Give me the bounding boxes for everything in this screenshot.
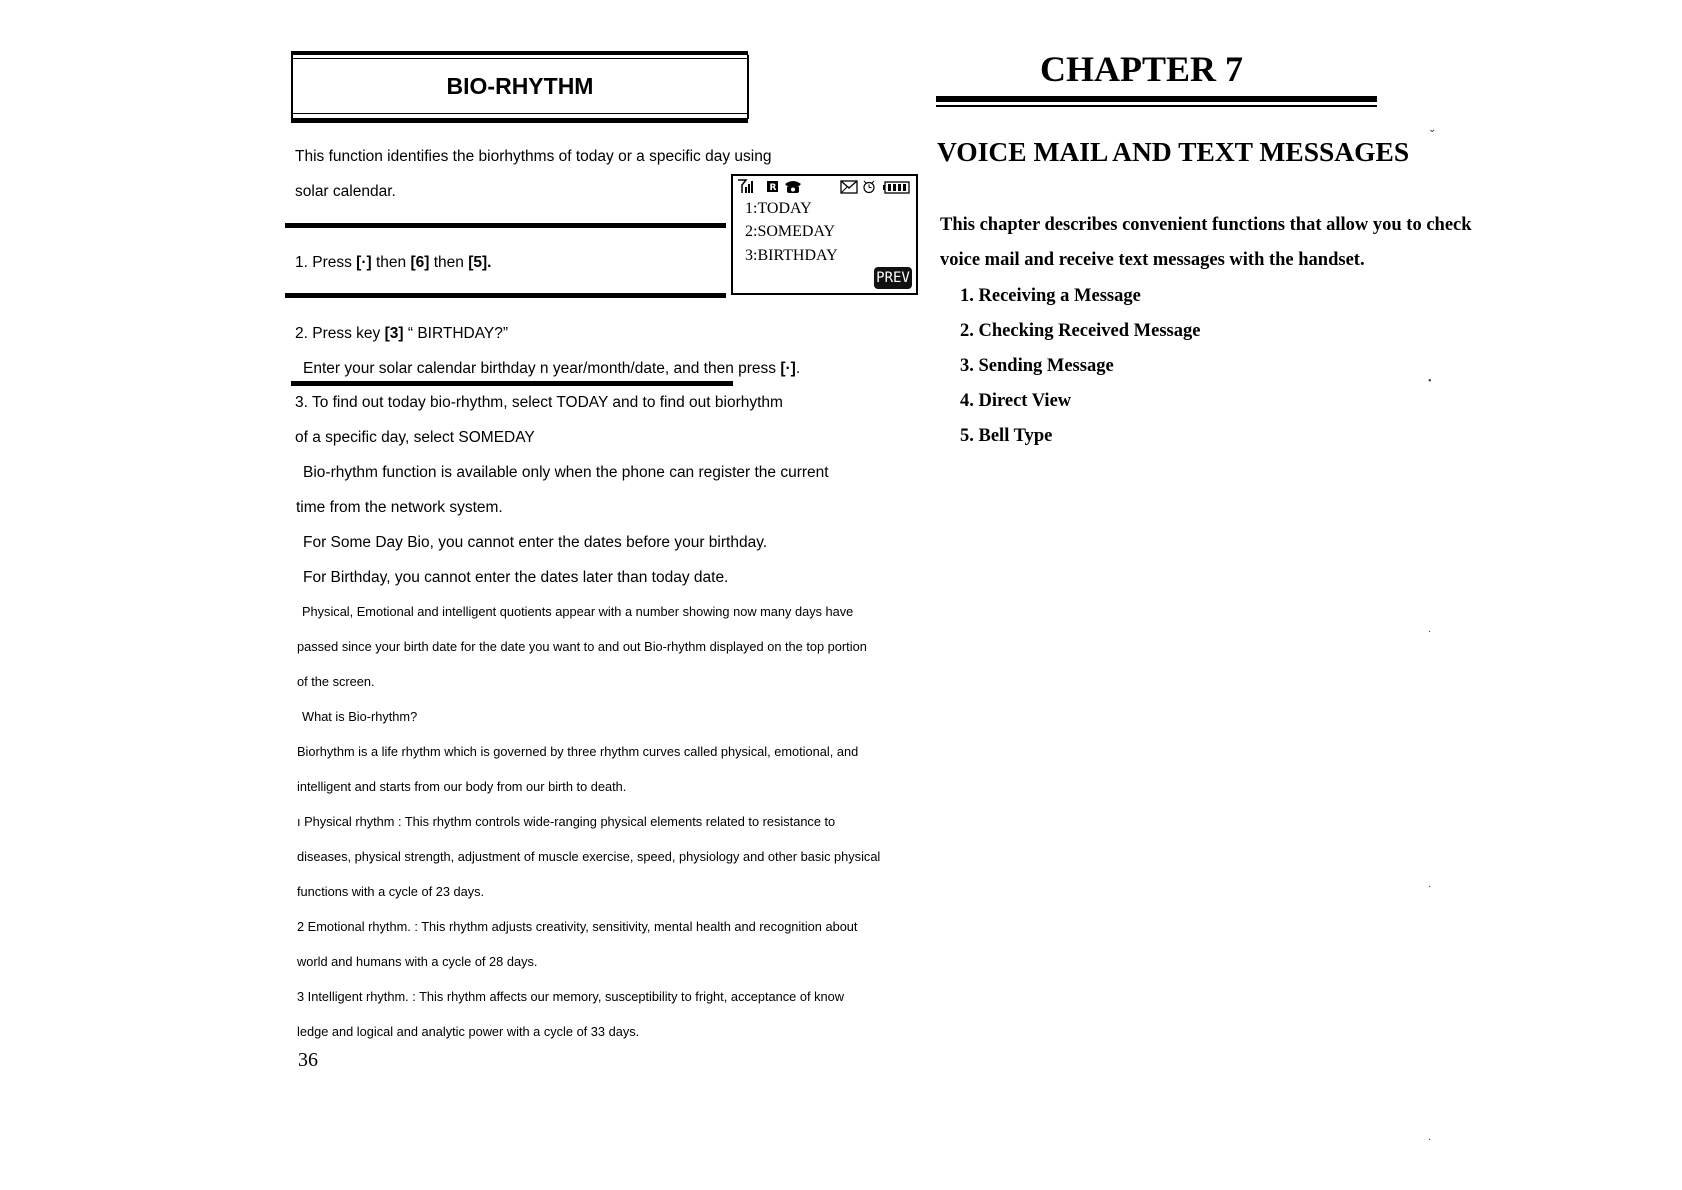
quotient-line-1: Physical, Emotional and intelligent quotients appear with a number showing now many days have [302,604,854,619]
menu-item-birthday[interactable]: 3:BIRTHDAY [745,247,838,264]
chapter-description-line-2: voice mail and receive text messages with the handset. [940,250,1365,270]
phone-icon [785,181,801,193]
section-title: BIO-RHYTHM [446,73,594,99]
physical-line-3: functions with a cycle of 23 days. [297,884,485,899]
battery-icon [883,182,909,193]
note-availability-line-2: time from the network system. [296,499,503,516]
chapter-rule-thick [936,96,1377,102]
menu-item-today[interactable]: 1:TODAY [745,200,812,217]
intro-line-2: solar calendar. [295,183,396,200]
note-someday: For Some Day Bio, you cannot enter the dates before your birthday. [303,534,768,551]
scan-speck: · [1428,1135,1432,1146]
phone-screen [731,174,918,295]
alarm-icon [864,181,874,193]
key-dot: [·] [356,254,372,271]
toc-item-bell-type[interactable]: 5. Bell Type [960,426,1053,446]
step1-text-mid1: then [371,254,411,271]
note-birthday: For Birthday, you cannot enter the dates later than today date. [303,569,729,586]
title-box [291,55,749,119]
step3-line-2: of a specific day, select SOMEDAY [295,429,535,446]
envelope-icon [841,181,857,193]
physical-line-1: ı Physical rhythm : This rhythm controls wide-ranging physical elements related to resistance to [297,814,836,829]
title-box-bottom-rule [291,118,748,123]
step2-instruction [295,325,508,343]
definition-line-1: Biorhythm is a life rhythm which is governed by three rhythm curves called physical, emotional, and [297,744,859,759]
page-number: 36 [298,1049,318,1071]
toc-item-checking[interactable]: 2. Checking Received Message [960,321,1201,341]
chapter-heading: VOICE MAIL AND TEXT MESSAGES [937,136,1410,167]
step1-text-pre: 1. Press [295,254,357,271]
step2-detail-text: Enter your solar calendar birthday n year/month/date, and then press [303,360,781,377]
step1-text-mid2: then [429,254,469,271]
intro-line-1: This function identifies the biorhythms of today or a specific day using [295,148,772,165]
step2-detail-end: . [795,360,801,377]
status-bar [737,178,912,196]
scan-speck: • [1428,376,1432,387]
key-3: [3] [384,325,404,342]
step1-bottom-rule [285,293,726,298]
toc-item-sending[interactable]: 3. Sending Message [960,356,1114,376]
step2-bottom-rule [291,381,733,386]
step2-text-post: “ BIRTHDAY?” [403,325,509,342]
scan-speck: · [1428,627,1432,638]
key-6: [6] [410,254,430,271]
intelligent-line-1: 3 Intelligent rhythm. : This rhythm affects our memory, susceptibility to fright, acceptance of know [297,989,844,1004]
signal-icon [738,180,753,193]
quotient-line-3: of the screen. [297,674,375,689]
key-dot-confirm: [·] [780,360,796,377]
chapter-title: CHAPTER 7 [1040,49,1244,89]
step2-detail [303,360,800,378]
prev-softkey[interactable]: PREV [874,267,912,289]
physical-line-2: diseases, physical strength, adjustment of muscle exercise, speed, physiology and other basic physical [297,849,881,864]
roaming-icon [767,181,778,193]
chapter-description-line-1: This chapter describes convenient functions that allow you to check [940,215,1472,235]
title-box-bottom-rule-thin [291,113,748,114]
step1-top-rule [285,223,726,228]
emotional-line-1: 2 Emotional rhythm. : This rhythm adjusts creativity, sensitivity, mental health and recognition about [297,919,858,934]
step2-text-pre: 2. Press key [295,325,385,342]
what-is-heading: What is Bio-rhythm? [302,709,418,724]
quotient-line-2: passed since your birth date for the date you want to and out Bio-rhythm displayed on the top portion [297,639,867,654]
step1-text-end: . [487,254,492,271]
scan-speck: · [1428,882,1432,893]
scan-speck: ⌄ [1428,124,1437,135]
step1-instruction [295,254,491,272]
toc-item-direct-view[interactable]: 4. Direct View [960,391,1072,411]
definition-line-2: intelligent and starts from our body from our birth to death. [297,779,627,794]
step3-line-1: 3. To find out today bio-rhythm, select TODAY and to find out biorhythm [295,394,783,411]
emotional-line-2: world and humans with a cycle of 28 days. [297,954,538,969]
svg-text:R: R [769,183,777,193]
toc-item-receiving[interactable]: 1. Receiving a Message [960,286,1141,306]
menu-item-someday[interactable]: 2:SOMEDAY [745,223,836,240]
chapter-rule-thin [936,105,1377,107]
key-5: [5] [468,254,488,271]
intelligent-line-2: ledge and logical and analytic power with a cycle of 33 days. [297,1024,640,1039]
note-availability-line-1: Bio-rhythm function is available only when the phone can register the current [303,464,829,481]
